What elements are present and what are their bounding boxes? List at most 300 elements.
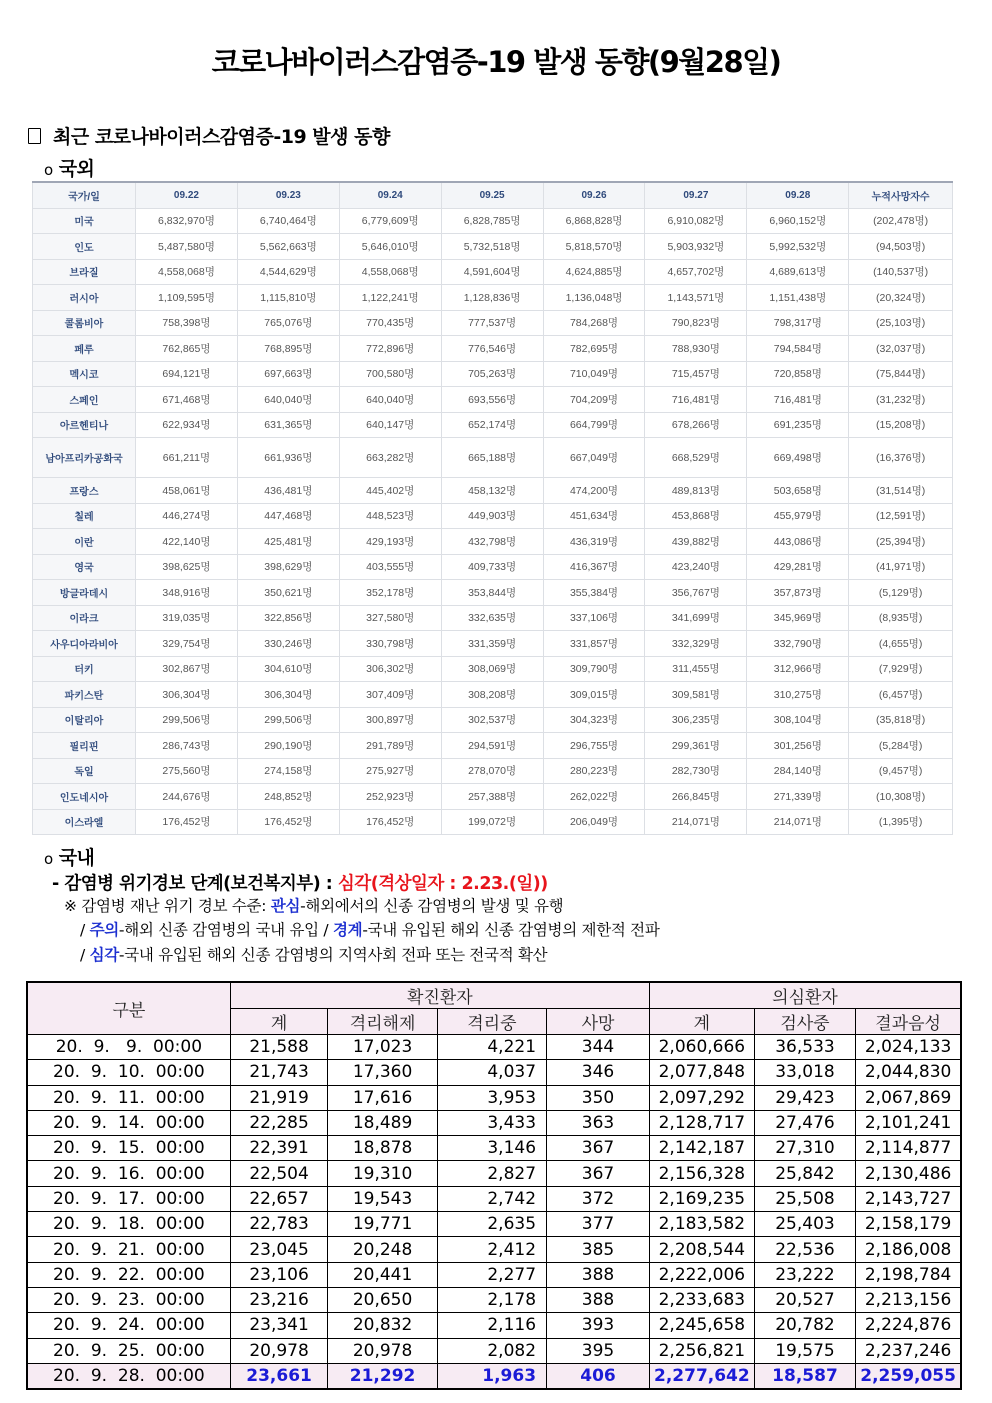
- case-count-cell: 311,455명: [645, 656, 747, 682]
- count-cell: 36,533: [754, 1035, 856, 1060]
- case-count-cell: 248,852명: [237, 784, 339, 810]
- case-count-cell: 5,732,518명: [441, 234, 543, 260]
- count-cell: 2,077,848: [650, 1060, 755, 1085]
- case-count-cell: 1,136,048명: [543, 285, 645, 311]
- count-cell: 2,213,156: [856, 1287, 961, 1312]
- case-count-cell: 244,676명: [136, 784, 238, 810]
- table-row: [33, 310, 953, 336]
- case-count-cell: 4,624,885명: [543, 259, 645, 285]
- circle-bullet-icon: o: [44, 161, 53, 179]
- country-name: 칠레: [33, 503, 136, 529]
- count-cell: 27,476: [754, 1110, 856, 1135]
- case-count-cell: 214,071명: [747, 809, 849, 835]
- count-cell: 367: [547, 1161, 650, 1186]
- count-cell: 22,536: [754, 1237, 856, 1262]
- case-count-cell: 697,663명: [237, 361, 339, 387]
- count-cell: 3,146: [437, 1136, 546, 1161]
- case-count-cell: 453,868명: [645, 503, 747, 529]
- case-count-cell: 671,468명: [136, 387, 238, 413]
- case-count-cell: 275,927명: [339, 758, 441, 784]
- case-count-cell: 5,646,010명: [339, 234, 441, 260]
- count-cell: 2,143,727: [856, 1186, 961, 1211]
- country-name: 이스라엘: [33, 809, 136, 835]
- table-row: [27, 1035, 961, 1060]
- intl-header-cell: 09.28: [747, 182, 849, 208]
- country-name: 남아프리카공화국: [33, 438, 136, 478]
- case-count-cell: 777,537명: [441, 310, 543, 336]
- cumulative-deaths-cell: (6,457명): [849, 682, 953, 708]
- count-cell: 19,575: [754, 1338, 856, 1363]
- count-cell: 2,208,544: [650, 1237, 755, 1262]
- case-count-cell: 310,275명: [747, 682, 849, 708]
- country-name: 이라크: [33, 605, 136, 631]
- dom-subheader: 격리중: [437, 1009, 546, 1035]
- table-row: [33, 529, 953, 555]
- table-row: [27, 1262, 961, 1287]
- level-name-caution: 주의: [89, 921, 119, 939]
- case-count-cell: 286,743명: [136, 733, 238, 759]
- count-cell: 2,130,486: [856, 1161, 961, 1186]
- date-cell: 20. 9. 24. 00:00: [27, 1313, 230, 1338]
- case-count-cell: 301,256명: [747, 733, 849, 759]
- case-count-cell: 309,790명: [543, 656, 645, 682]
- table-row: [33, 336, 953, 362]
- count-cell: 2,237,246: [856, 1338, 961, 1363]
- case-count-cell: 6,740,464명: [237, 208, 339, 234]
- count-cell: 1,963: [437, 1363, 546, 1388]
- case-count-cell: 262,022명: [543, 784, 645, 810]
- table-row: [33, 758, 953, 784]
- count-cell: 20,978: [230, 1338, 328, 1363]
- case-count-cell: 274,158명: [237, 758, 339, 784]
- case-count-cell: 306,304명: [136, 682, 238, 708]
- count-cell: 25,842: [754, 1161, 856, 1186]
- case-count-cell: 710,049명: [543, 361, 645, 387]
- dom-subheader: 결과음성: [856, 1009, 961, 1035]
- levels-note-line-2: [80, 918, 660, 940]
- count-cell: 2,024,133: [856, 1035, 961, 1060]
- country-name: 파키스탄: [33, 682, 136, 708]
- country-name: 러시아: [33, 285, 136, 311]
- case-count-cell: 436,481명: [237, 478, 339, 504]
- country-name: 영국: [33, 554, 136, 580]
- table-row: [33, 580, 953, 606]
- case-count-cell: 758,398명: [136, 310, 238, 336]
- case-count-cell: 6,910,082명: [645, 208, 747, 234]
- case-count-cell: 356,767명: [645, 580, 747, 606]
- domestic-cases-table: [26, 981, 962, 1390]
- date-cell: 20. 9. 14. 00:00: [27, 1110, 230, 1135]
- slash-separator: /: [80, 946, 90, 964]
- table-row: [27, 1186, 961, 1211]
- alert-level-prefix: - 감염병 위기경보 단계(보건복지부) :: [52, 874, 338, 894]
- count-cell: 23,106: [230, 1262, 328, 1287]
- case-count-cell: 398,629명: [237, 554, 339, 580]
- count-cell: 2,742: [437, 1186, 546, 1211]
- count-cell: 3,433: [437, 1110, 546, 1135]
- count-cell: 18,489: [328, 1110, 437, 1135]
- count-cell: 2,044,830: [856, 1060, 961, 1085]
- table-row: [33, 361, 953, 387]
- case-count-cell: 704,209명: [543, 387, 645, 413]
- case-count-cell: 199,072명: [441, 809, 543, 835]
- table-row: [33, 682, 953, 708]
- count-cell: 22,783: [230, 1212, 328, 1237]
- count-cell: 19,310: [328, 1161, 437, 1186]
- count-cell: 22,285: [230, 1110, 328, 1135]
- count-cell: 2,245,658: [650, 1313, 755, 1338]
- case-count-cell: 337,106명: [543, 605, 645, 631]
- case-count-cell: 176,452명: [339, 809, 441, 835]
- date-cell: 20. 9. 25. 00:00: [27, 1338, 230, 1363]
- count-cell: 23,341: [230, 1313, 328, 1338]
- case-count-cell: 275,560명: [136, 758, 238, 784]
- country-name: 스페인: [33, 387, 136, 413]
- date-cell: 20. 9. 16. 00:00: [27, 1161, 230, 1186]
- case-count-cell: 4,558,068명: [136, 259, 238, 285]
- section-heading: [28, 122, 390, 149]
- level-name-interest: 관심: [270, 897, 301, 915]
- case-count-cell: 5,903,932명: [645, 234, 747, 260]
- table-row: [27, 1060, 961, 1085]
- case-count-cell: 271,339명: [747, 784, 849, 810]
- dom-subheader: 사망: [547, 1009, 650, 1035]
- count-cell: 22,657: [230, 1186, 328, 1211]
- country-name: 사우디아라비아: [33, 631, 136, 657]
- alert-level-value: 심각(격상일자 : 2.23.(일)): [337, 874, 548, 894]
- count-cell: 2,635: [437, 1212, 546, 1237]
- case-count-cell: 299,506명: [136, 707, 238, 733]
- cumulative-deaths-cell: (15,208명): [849, 412, 953, 438]
- case-count-cell: 784,268명: [543, 310, 645, 336]
- case-count-cell: 409,733명: [441, 554, 543, 580]
- case-count-cell: 458,061명: [136, 478, 238, 504]
- count-cell: 20,441: [328, 1262, 437, 1287]
- table-row: [33, 387, 953, 413]
- count-cell: 19,771: [328, 1212, 437, 1237]
- table-row: [33, 554, 953, 580]
- count-cell: 393: [547, 1313, 650, 1338]
- case-count-cell: 458,132명: [441, 478, 543, 504]
- table-row: [27, 1338, 961, 1363]
- intl-header-cell: 09.26: [543, 182, 645, 208]
- case-count-cell: 308,208명: [441, 682, 543, 708]
- case-count-cell: 309,015명: [543, 682, 645, 708]
- case-count-cell: 322,856명: [237, 605, 339, 631]
- case-count-cell: 1,151,438명: [747, 285, 849, 311]
- table-row: [33, 809, 953, 835]
- count-cell: 25,508: [754, 1186, 856, 1211]
- date-cell: 20. 9. 9. 00:00: [27, 1035, 230, 1060]
- case-count-cell: 294,591명: [441, 733, 543, 759]
- case-count-cell: 329,754명: [136, 631, 238, 657]
- count-cell: 20,782: [754, 1313, 856, 1338]
- count-cell: 372: [547, 1186, 650, 1211]
- levels-note-prefix: ※ 감염병 재난 위기 경보 수준:: [64, 897, 271, 915]
- count-cell: 21,919: [230, 1085, 328, 1110]
- country-name: 브라질: [33, 259, 136, 285]
- count-cell: 2,116: [437, 1313, 546, 1338]
- table-row: [27, 1363, 961, 1388]
- count-cell: 21,588: [230, 1035, 328, 1060]
- count-cell: 23,216: [230, 1287, 328, 1312]
- case-count-cell: 306,304명: [237, 682, 339, 708]
- intl-header-cell: 09.27: [645, 182, 747, 208]
- case-count-cell: 353,844명: [441, 580, 543, 606]
- case-count-cell: 765,076명: [237, 310, 339, 336]
- case-count-cell: 423,240명: [645, 554, 747, 580]
- level-name-serious: 심각: [89, 946, 119, 964]
- case-count-cell: 308,104명: [747, 707, 849, 733]
- table-row: [33, 656, 953, 682]
- overseas-heading: [44, 154, 94, 181]
- case-count-cell: 327,580명: [339, 605, 441, 631]
- case-count-cell: 640,040명: [339, 387, 441, 413]
- count-cell: 27,310: [754, 1136, 856, 1161]
- case-count-cell: 448,523명: [339, 503, 441, 529]
- case-count-cell: 503,658명: [747, 478, 849, 504]
- circle-bullet-icon: o: [44, 850, 53, 868]
- count-cell: 2,128,717: [650, 1110, 755, 1135]
- table-row: [33, 478, 953, 504]
- country-name: 이란: [33, 529, 136, 555]
- case-count-cell: 1,109,595명: [136, 285, 238, 311]
- cumulative-deaths-cell: (12,591명): [849, 503, 953, 529]
- case-count-cell: 716,481명: [645, 387, 747, 413]
- country-name: 터키: [33, 656, 136, 682]
- domestic-label: 국내: [58, 847, 95, 869]
- case-count-cell: 176,452명: [237, 809, 339, 835]
- cumulative-deaths-cell: (20,324명): [849, 285, 953, 311]
- cumulative-deaths-cell: (7,929명): [849, 656, 953, 682]
- cumulative-deaths-cell: (41,971명): [849, 554, 953, 580]
- case-count-cell: 4,544,629명: [237, 259, 339, 285]
- count-cell: 367: [547, 1136, 650, 1161]
- case-count-cell: 308,069명: [441, 656, 543, 682]
- count-cell: 346: [547, 1060, 650, 1085]
- count-cell: 2,222,006: [650, 1262, 755, 1287]
- case-count-cell: 640,040명: [237, 387, 339, 413]
- case-count-cell: 4,657,702명: [645, 259, 747, 285]
- count-cell: 20,832: [328, 1313, 437, 1338]
- date-cell: 20. 9. 18. 00:00: [27, 1212, 230, 1237]
- case-count-cell: 278,070명: [441, 758, 543, 784]
- date-cell: 20. 9. 21. 00:00: [27, 1237, 230, 1262]
- country-name: 프랑스: [33, 478, 136, 504]
- case-count-cell: 661,211명: [136, 438, 238, 478]
- case-count-cell: 678,266명: [645, 412, 747, 438]
- count-cell: 2,097,292: [650, 1085, 755, 1110]
- cumulative-deaths-cell: (8,935명): [849, 605, 953, 631]
- case-count-cell: 794,584명: [747, 336, 849, 362]
- count-cell: 19,543: [328, 1186, 437, 1211]
- case-count-cell: 332,790명: [747, 631, 849, 657]
- count-cell: 2,186,008: [856, 1237, 961, 1262]
- cumulative-deaths-cell: (10,308명): [849, 784, 953, 810]
- cumulative-deaths-cell: (25,103명): [849, 310, 953, 336]
- table-row: [27, 1136, 961, 1161]
- table-row: [33, 234, 953, 260]
- intl-header-cell: 09.23: [237, 182, 339, 208]
- count-cell: 17,616: [328, 1085, 437, 1110]
- case-count-cell: 768,895명: [237, 336, 339, 362]
- count-cell: 2,224,876: [856, 1313, 961, 1338]
- cumulative-deaths-cell: (25,394명): [849, 529, 953, 555]
- table-row: [33, 438, 953, 478]
- table-row: [27, 1237, 961, 1262]
- levels-note-line-3: [80, 943, 547, 965]
- case-count-cell: 669,498명: [747, 438, 849, 478]
- count-cell: 2,178: [437, 1287, 546, 1312]
- page-title: 코로나바이러스감염증-19 발생 동향(9월28일): [211, 45, 781, 79]
- level-name-alert: 경계: [332, 921, 363, 939]
- case-count-cell: 214,071명: [645, 809, 747, 835]
- case-count-cell: 307,409명: [339, 682, 441, 708]
- dom-header-row-1: [27, 982, 961, 1009]
- case-count-cell: 693,556명: [441, 387, 543, 413]
- count-cell: 22,391: [230, 1136, 328, 1161]
- count-cell: 350: [547, 1085, 650, 1110]
- case-count-cell: 398,625명: [136, 554, 238, 580]
- count-cell: 2,156,328: [650, 1161, 755, 1186]
- case-count-cell: 309,581명: [645, 682, 747, 708]
- count-cell: 17,023: [328, 1035, 437, 1060]
- case-count-cell: 4,689,613명: [747, 259, 849, 285]
- case-count-cell: 631,365명: [237, 412, 339, 438]
- case-count-cell: 252,923명: [339, 784, 441, 810]
- case-count-cell: 416,367명: [543, 554, 645, 580]
- count-cell: 20,978: [328, 1338, 437, 1363]
- count-cell: 363: [547, 1110, 650, 1135]
- table-row: [33, 285, 953, 311]
- case-count-cell: 772,896명: [339, 336, 441, 362]
- case-count-cell: 176,452명: [136, 809, 238, 835]
- case-count-cell: 357,873명: [747, 580, 849, 606]
- count-cell: 21,292: [328, 1363, 437, 1388]
- date-cell: 20. 9. 28. 00:00: [27, 1363, 230, 1388]
- case-count-cell: 668,529명: [645, 438, 747, 478]
- intl-header-cell: 09.25: [441, 182, 543, 208]
- table-row: [33, 503, 953, 529]
- count-cell: 22,504: [230, 1161, 328, 1186]
- table-row: [27, 1085, 961, 1110]
- case-count-cell: 5,487,580명: [136, 234, 238, 260]
- count-cell: 2,412: [437, 1237, 546, 1262]
- cumulative-deaths-cell: (5,129명): [849, 580, 953, 606]
- case-count-cell: 489,813명: [645, 478, 747, 504]
- case-count-cell: 652,174명: [441, 412, 543, 438]
- count-cell: 33,018: [754, 1060, 856, 1085]
- level-desc-interest: -해외에서의 신종 감염병의 발생 및 유행: [300, 897, 564, 915]
- case-count-cell: 1,128,836명: [441, 285, 543, 311]
- case-count-cell: 447,468명: [237, 503, 339, 529]
- table-row: [27, 1161, 961, 1186]
- cumulative-deaths-cell: (4,655명): [849, 631, 953, 657]
- cumulative-deaths-cell: (75,844명): [849, 361, 953, 387]
- count-cell: 2,277: [437, 1262, 546, 1287]
- cumulative-deaths-cell: (140,537명): [849, 259, 953, 285]
- case-count-cell: 6,832,970명: [136, 208, 238, 234]
- table-row: [33, 707, 953, 733]
- count-cell: 23,045: [230, 1237, 328, 1262]
- count-cell: 2,158,179: [856, 1212, 961, 1237]
- dom-subheader: 격리해제: [328, 1009, 437, 1035]
- domestic-heading: [44, 843, 94, 870]
- case-count-cell: 429,281명: [747, 554, 849, 580]
- case-count-cell: 266,845명: [645, 784, 747, 810]
- case-count-cell: 355,384명: [543, 580, 645, 606]
- case-count-cell: 332,329명: [645, 631, 747, 657]
- case-count-cell: 422,140명: [136, 529, 238, 555]
- case-count-cell: 299,506명: [237, 707, 339, 733]
- case-count-cell: 429,193명: [339, 529, 441, 555]
- country-name: 인도: [33, 234, 136, 260]
- count-cell: 377: [547, 1212, 650, 1237]
- case-count-cell: 720,858명: [747, 361, 849, 387]
- case-count-cell: 449,903명: [441, 503, 543, 529]
- count-cell: 406: [547, 1363, 650, 1388]
- case-count-cell: 451,634명: [543, 503, 645, 529]
- country-name: 필리핀: [33, 733, 136, 759]
- case-count-cell: 6,868,828명: [543, 208, 645, 234]
- case-count-cell: 439,882명: [645, 529, 747, 555]
- case-count-cell: 4,558,068명: [339, 259, 441, 285]
- count-cell: 2,277,642: [650, 1363, 755, 1388]
- case-count-cell: 331,359명: [441, 631, 543, 657]
- case-count-cell: 705,263명: [441, 361, 543, 387]
- levels-note-line-1: [64, 894, 563, 916]
- level-desc-caution: -해외 신종 감염병의 국내 유입 /: [118, 921, 333, 939]
- country-name: 페루: [33, 336, 136, 362]
- dom-subheader: 계: [650, 1009, 755, 1035]
- country-name: 방글라데시: [33, 580, 136, 606]
- case-count-cell: 665,188명: [441, 438, 543, 478]
- cumulative-deaths-cell: (32,037명): [849, 336, 953, 362]
- cumulative-deaths-cell: (5,284명): [849, 733, 953, 759]
- case-count-cell: 443,086명: [747, 529, 849, 555]
- case-count-cell: 302,537명: [441, 707, 543, 733]
- count-cell: 2,256,821: [650, 1338, 755, 1363]
- table-row: [33, 208, 953, 234]
- case-count-cell: 291,789명: [339, 733, 441, 759]
- case-count-cell: 776,546명: [441, 336, 543, 362]
- table-row: [33, 412, 953, 438]
- overseas-label: 국외: [58, 158, 95, 180]
- count-cell: 29,423: [754, 1085, 856, 1110]
- count-cell: 2,142,187: [650, 1136, 755, 1161]
- date-cell: 20. 9. 10. 00:00: [27, 1060, 230, 1085]
- count-cell: 4,221: [437, 1035, 546, 1060]
- case-count-cell: 663,282명: [339, 438, 441, 478]
- case-count-cell: 716,481명: [747, 387, 849, 413]
- case-count-cell: 700,580명: [339, 361, 441, 387]
- case-count-cell: 4,591,604명: [441, 259, 543, 285]
- case-count-cell: 788,930명: [645, 336, 747, 362]
- case-count-cell: 691,235명: [747, 412, 849, 438]
- suspected-group-header: 의심환자: [650, 982, 962, 1009]
- case-count-cell: 306,235명: [645, 707, 747, 733]
- cumulative-deaths-cell: (31,232명): [849, 387, 953, 413]
- case-count-cell: 331,857명: [543, 631, 645, 657]
- case-count-cell: 330,246명: [237, 631, 339, 657]
- case-count-cell: 300,897명: [339, 707, 441, 733]
- level-desc-serious: -국내 유입된 해외 신종 감염병의 지역사회 전파 또는 전국적 확산: [118, 946, 548, 964]
- count-cell: 388: [547, 1262, 650, 1287]
- table-row: [33, 733, 953, 759]
- case-count-cell: 715,457명: [645, 361, 747, 387]
- table-row: [27, 1313, 961, 1338]
- table-row: [33, 605, 953, 631]
